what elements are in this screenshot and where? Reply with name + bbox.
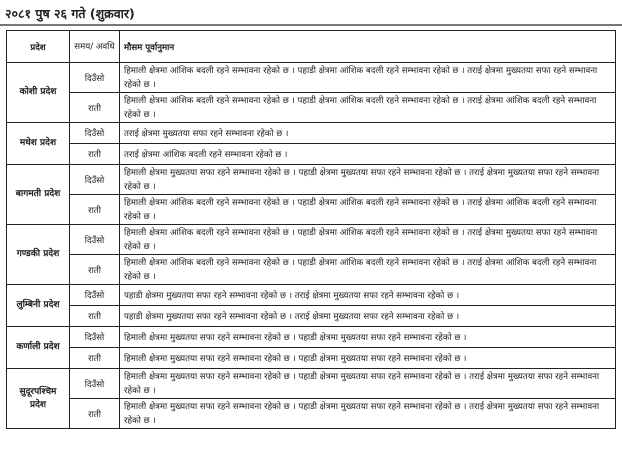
time-cell-night: राती <box>70 195 120 225</box>
time-cell-night: राती <box>70 255 120 285</box>
time-cell-night: राती <box>70 348 120 369</box>
table-row <box>7 123 616 144</box>
region-cell: कर्णाली प्रदेश <box>7 327 70 369</box>
region-cell: कोशी प्रदेश <box>7 63 70 123</box>
forecast-cell: हिमाली क्षेत्रमा मुख्यतया सफा रहने सम्भावना रहेको छ । पहाडी क्षेत्रमा मुख्यतया सफा रहने सम्भावना रहेको छ । तराई क्षेत्रमा मुख्यतया सफा रहने सम्भावना रहेको छ । <box>120 399 616 429</box>
forecast-cell: हिमाली क्षेत्रमा मुख्यतया सफा रहने सम्भावना रहेको छ । पहाडी क्षेत्रमा मुख्यतया सफा रहने सम्भावना रहेको छ । <box>120 348 616 369</box>
time-cell-night: राती <box>70 144 120 165</box>
forecast-cell: तराई क्षेत्रमा मुख्यतया सफा रहने सम्भावना रहेको छ । <box>120 123 616 144</box>
forecast-cell: हिमाली क्षेत्रमा आंशिक बदली रहने सम्भावना रहेको छ । पहाडी क्षेत्रमा आंशिक बदली रहने सम्भावना रहेको छ । तराई क्षेत्रमा मुख्यतया सफा रहने सम्भावना रहेको छ । <box>120 225 616 255</box>
table-row <box>7 195 616 225</box>
header-time: समय/ अवधि <box>70 31 120 63</box>
table-row <box>7 285 616 306</box>
time-cell-night: राती <box>70 93 120 123</box>
table-row <box>7 255 616 285</box>
header-forecast: मौसम पूर्वानुमान <box>120 31 616 63</box>
forecast-cell: हिमाली क्षेत्रमा आंशिक बदली रहने सम्भावना रहेको छ । पहाडी क्षेत्रमा आंशिक बदली रहने सम्भावना रहेको छ । तराई क्षेत्रमा आंशिक बदली रहने सम्भावना रहेको छ । <box>120 93 616 123</box>
header-region: प्रदेश <box>7 31 70 63</box>
region-cell: लुम्बिनी प्रदेश <box>7 285 70 327</box>
time-cell-day: दिउँसो <box>70 225 120 255</box>
forecast-cell: पहाडी क्षेत्रमा मुख्यतया सफा रहने सम्भावना रहेको छ । तराई क्षेत्रमा मुख्यतया सफा रहने सम्भावना रहेको छ । <box>120 285 616 306</box>
page-title: २०८१ पुष २६ गते (शुक्रवार) <box>5 6 135 21</box>
time-cell-day: दिउँसो <box>70 63 120 93</box>
table-row <box>7 93 616 123</box>
forecast-cell: हिमाली क्षेत्रमा आंशिक बदली रहने सम्भावना रहेको छ । पहाडी क्षेत्रमा आंशिक बदली रहने सम्भावना रहेको छ । तराई क्षेत्रमा मुख्यतया सफा रहने सम्भावना रहेको छ । <box>120 63 616 93</box>
forecast-table <box>6 30 616 429</box>
region-cell: मधेश प्रदेश <box>7 123 70 165</box>
region-cell: सुदूरपश्चिम प्रदेश <box>7 369 70 429</box>
time-cell-night: राती <box>70 399 120 429</box>
forecast-cell: हिमाली क्षेत्रमा मुख्यतया सफा रहने सम्भावना रहेको छ । पहाडी क्षेत्रमा मुख्यतया सफा रहने सम्भावना रहेको छ । <box>120 327 616 348</box>
forecast-cell: तराई क्षेत्रमा आंशिक बदली रहने सम्भावना रहेको छ । <box>120 144 616 165</box>
title-divider <box>0 24 622 26</box>
time-cell-day: दिउँसो <box>70 327 120 348</box>
time-cell-day: दिउँसो <box>70 165 120 195</box>
forecast-cell: पहाडी क्षेत्रमा मुख्यतया सफा रहने सम्भावना रहेको छ । तराई क्षेत्रमा मुख्यतया सफा रहने सम्भावना रहेको छ । <box>120 306 616 327</box>
table-row <box>7 399 616 429</box>
time-cell-day: दिउँसो <box>70 123 120 144</box>
forecast-cell: हिमाली क्षेत्रमा आंशिक बदली रहने सम्भावना रहेको छ । पहाडी क्षेत्रमा आंशिक बदली रहने सम्भावना रहेको छ । तराई क्षेत्रमा आंशिक बदली रहने सम्भावना रहेको छ । <box>120 195 616 225</box>
table-row <box>7 144 616 165</box>
region-cell: बागमती प्रदेश <box>7 165 70 225</box>
time-cell-day: दिउँसो <box>70 285 120 306</box>
table-row <box>7 63 616 93</box>
table-row <box>7 165 616 195</box>
table-row <box>7 306 616 327</box>
forecast-cell: हिमाली क्षेत्रमा आंशिक बदली रहने सम्भावना रहेको छ । पहाडी क्षेत्रमा आंशिक बदली रहने सम्भावना रहेको छ । तराई क्षेत्रमा आंशिक बदली रहने सम्भावना रहेको छ । <box>120 255 616 285</box>
time-cell-night: राती <box>70 306 120 327</box>
table-row <box>7 327 616 348</box>
forecast-cell: हिमाली क्षेत्रमा मुख्यतया सफा रहने सम्भावना रहेको छ । पहाडी क्षेत्रमा मुख्यतया सफा रहने सम्भावना रहेको छ । तराई क्षेत्रमा मुख्यतया सफा रहने सम्भावना रहेको छ । <box>120 165 616 195</box>
table-header-row <box>7 31 616 63</box>
table-row <box>7 225 616 255</box>
region-cell: गण्डकी प्रदेश <box>7 225 70 285</box>
table-row <box>7 369 616 399</box>
forecast-cell: हिमाली क्षेत्रमा मुख्यतया सफा रहने सम्भावना रहेको छ । पहाडी क्षेत्रमा मुख्यतया सफा रहने सम्भावना रहेको छ । तराई क्षेत्रमा मुख्यतया सफा रहने सम्भावना रहेको छ । <box>120 369 616 399</box>
table-row <box>7 348 616 369</box>
time-cell-day: दिउँसो <box>70 369 120 399</box>
